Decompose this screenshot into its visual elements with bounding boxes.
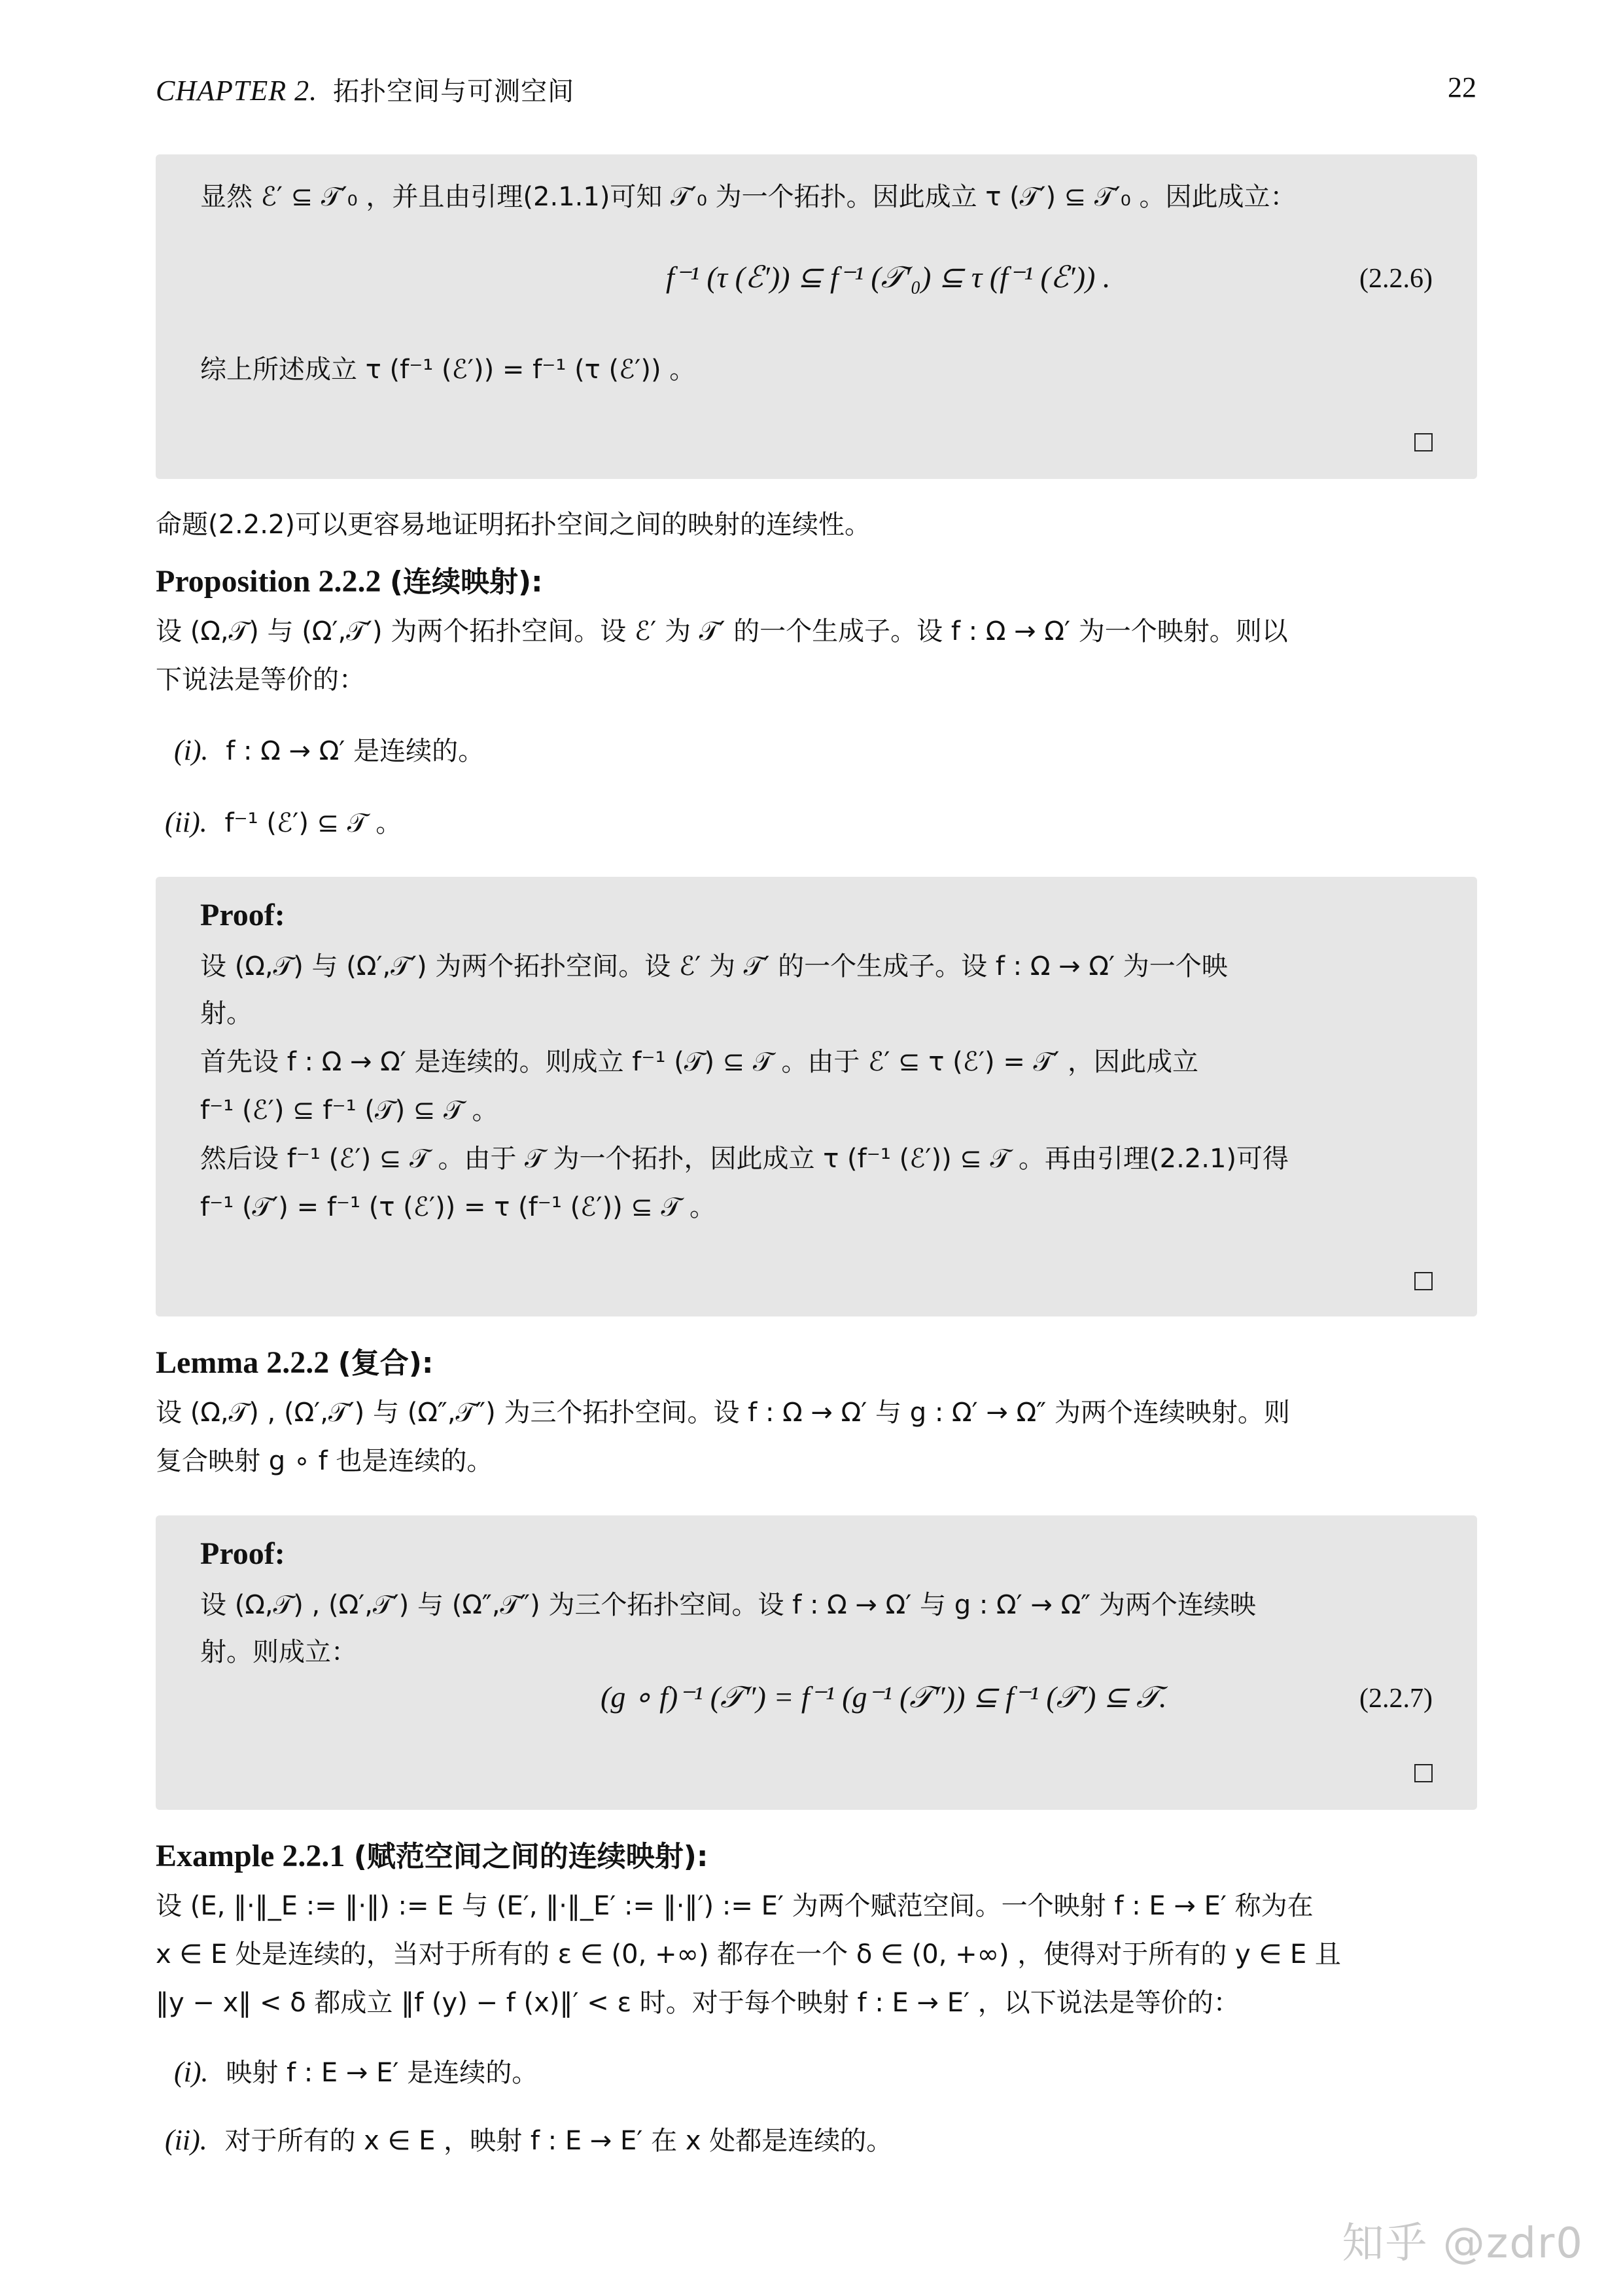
box1-line2: 综上所述成立 τ (f⁻¹ (ℰ′)) = f⁻¹ (τ (ℰ′)) 。 bbox=[200, 355, 696, 385]
proof1-line1: 设 (Ω,𝒯) 与 (Ω′,𝒯′) 为两个拓扑空间。设 ℰ′ 为 𝒯′ 的一个生成子。设 f : Ω → Ω′ 为一个映 bbox=[200, 951, 1228, 981]
proof-box-lemma bbox=[156, 1515, 1477, 1810]
proof-heading: Proof: bbox=[200, 898, 285, 932]
page-number: 22 bbox=[1448, 71, 1476, 103]
qed-square bbox=[1414, 1272, 1433, 1290]
chapter-title: 拓扑空间与可测空间 bbox=[333, 77, 575, 107]
qed-square bbox=[1414, 433, 1433, 451]
watermark: 知乎 @zdr0 bbox=[1342, 2219, 1584, 2268]
example-item-i: (i). 映射 f : E → E′ 是连续的。 bbox=[174, 2056, 538, 2088]
chapter-label: CHAPTER 2. 拓扑空间与可测空间 bbox=[156, 75, 575, 107]
example-line3: ‖y − x‖ < δ 都成立 ‖f (y) − f (x)‖′ < ε 时。对于每个映射 f : E → E′ ，以下说法是等价的： bbox=[156, 1988, 1240, 2018]
lemma-line2: 复合映射 g ∘ f 也是连续的。 bbox=[156, 1446, 493, 1476]
proof1-line3: 首先设 f : Ω → Ω′ 是连续的。则成立 f⁻¹ (𝒯) ⊆ 𝒯 。由于 ℰ′ ⊆ τ (ℰ′) = 𝒯′ ，因此成立 bbox=[200, 1047, 1199, 1077]
example-line2: x ∈ E 处是连续的，当对于所有的 ε ∈ (0, +∞) 都存在一个 δ ∈ (0, +∞) ，使得对于所有的 y ∈ E 且 bbox=[156, 1939, 1341, 1969]
equation-2-2-6: f⁻¹ (τ (ℰ′)) ⊆ f⁻¹ (𝒯′₀) ⊆ τ (f⁻¹ (ℰ′)) . bbox=[666, 260, 1111, 294]
proposition-line2: 下说法是等价的： bbox=[156, 665, 365, 695]
proposition-heading: Proposition 2.2.2 (连续映射): bbox=[156, 564, 543, 599]
equation-2-2-7: (g ∘ f)⁻¹ (𝒯″) = f⁻¹ (g⁻¹ (𝒯″)) ⊆ f⁻¹ (𝒯′) ⊆ 𝒯. bbox=[601, 1680, 1167, 1714]
example-line1: 设 (E, ‖·‖_E := ‖·‖) := E 与 (E′, ‖·‖_E′ := ‖·‖′) := E′ 为两个赋范空间。一个映射 f : E → E′ 称为在 bbox=[156, 1891, 1314, 1921]
running-header bbox=[156, 71, 1476, 113]
example-heading: Example 2.2.1 (赋范空间之间的连续映射): bbox=[156, 1839, 708, 1873]
proof-box-proposition bbox=[156, 877, 1477, 1316]
proof-box-continued bbox=[156, 154, 1477, 479]
proposition-item-i: (i). f : Ω → Ω′ 是连续的。 bbox=[174, 734, 485, 766]
example-item-ii: (ii). 对于所有的 x ∈ E ，映射 f : E → E′ 在 x 处都是连续的。 bbox=[165, 2124, 893, 2156]
proof2-line1: 设 (Ω,𝒯) , (Ω′,𝒯′) 与 (Ω″,𝒯″) 为三个拓扑空间。设 f : Ω → Ω′ 与 g : Ω′ → Ω″ 为两个连续映 bbox=[200, 1590, 1256, 1620]
proof1-line4: f⁻¹ (ℰ′) ⊆ f⁻¹ (𝒯) ⊆ 𝒯 。 bbox=[200, 1095, 498, 1125]
qed-square bbox=[1414, 1764, 1433, 1782]
proof2-line2: 射。则成立： bbox=[200, 1637, 357, 1667]
proof-heading: Proof: bbox=[200, 1536, 285, 1571]
proof1-line6: f⁻¹ (𝒯′) = f⁻¹ (τ (ℰ′)) = τ (f⁻¹ (ℰ′)) ⊆ 𝒯 。 bbox=[200, 1192, 716, 1222]
proposition-line1: 设 (Ω,𝒯) 与 (Ω′,𝒯′) 为两个拓扑空间。设 ℰ′ 为 𝒯′ 的一个生成子。设 f : Ω → Ω′ 为一个映射。则以 bbox=[156, 616, 1288, 646]
proof1-line5: 然后设 f⁻¹ (ℰ′) ⊆ 𝒯 。由于 𝒯 为一个拓扑，因此成立 τ (f⁻¹ (ℰ′)) ⊆ 𝒯 。再由引理(2.2.1)可得 bbox=[200, 1144, 1289, 1174]
equation-number-2-2-7: (2.2.7) bbox=[1359, 1684, 1433, 1714]
equation-number-2-2-6: (2.2.6) bbox=[1359, 264, 1433, 294]
intro-sentence: 命题(2.2.2)可以更容易地证明拓扑空间之间的映射的连续性。 bbox=[156, 510, 871, 540]
box1-line1: 显然 ℰ′ ⊆ 𝒯′₀ ，并且由引理(2.1.1)可知 𝒯′₀ 为一个拓扑。因此成立 τ (𝒯′) ⊆ 𝒯′₀ 。因此成立： bbox=[200, 182, 1297, 212]
lemma-heading: Lemma 2.2.2 (复合): bbox=[156, 1345, 434, 1380]
proof1-line2: 射。 bbox=[200, 998, 253, 1029]
lemma-line1: 设 (Ω,𝒯) , (Ω′,𝒯′) 与 (Ω″,𝒯″) 为三个拓扑空间。设 f : Ω → Ω′ 与 g : Ω′ → Ω″ 为两个连续映射。则 bbox=[156, 1398, 1290, 1428]
proposition-item-ii: (ii). f⁻¹ (ℰ′) ⊆ 𝒯 。 bbox=[165, 806, 402, 838]
